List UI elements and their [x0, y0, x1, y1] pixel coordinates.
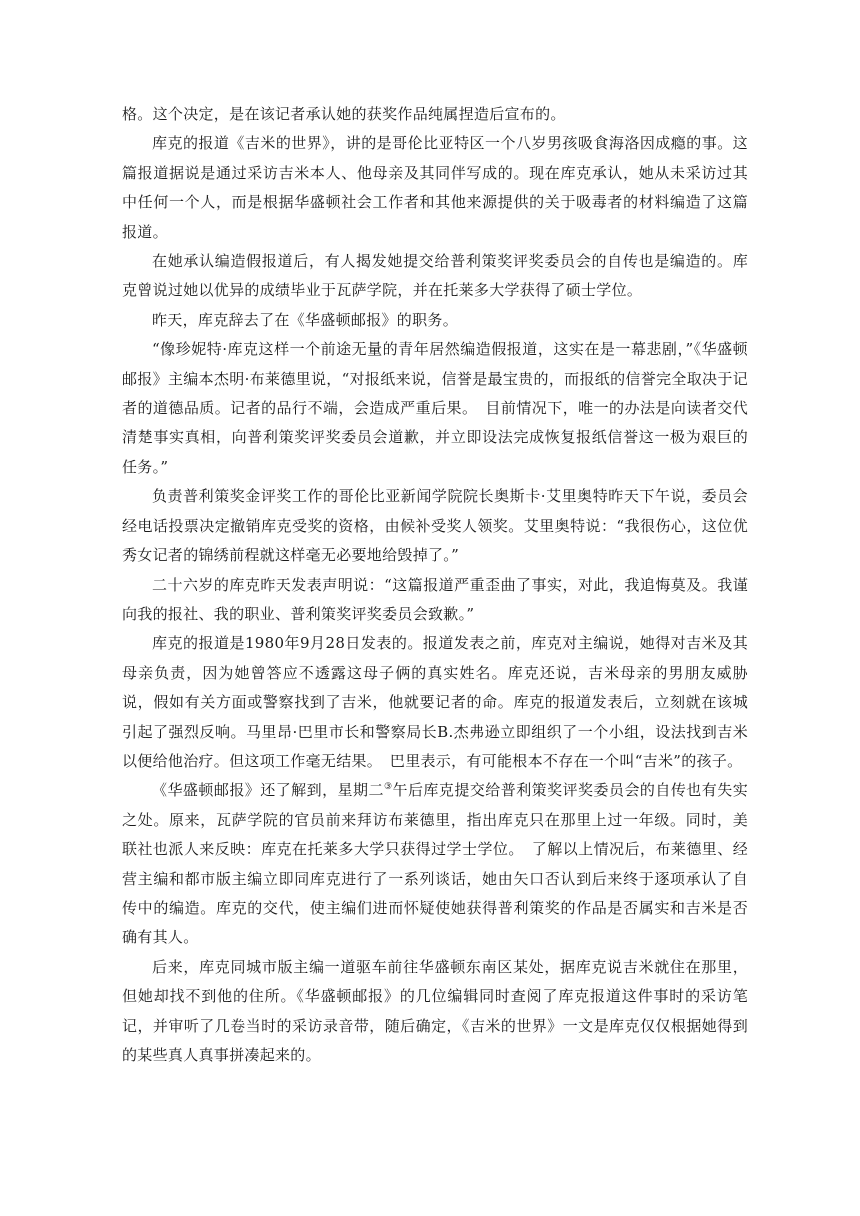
article-body — [122, 100, 748, 1070]
paragraph-continued: 格。这个决定，是在该记者承认她的获奖作品纯属捏造后宣布的。 — [122, 105, 566, 123]
footnote-marker: ③ — [383, 782, 393, 793]
paragraph-jimmys-world: 库克的报道《吉米的世界》，讲的是哥伦比亚特区一个八岁男孩吸食海洛因成瘾的事。这篇报道据说是通过采访吉米本人、他母亲及其同伴写成的。现在库克承认，她从未采访过其中任何一个人，而是根据华盛顿社会工作者和其他来源提供的关于吸毒者的材料编造了这篇报道。 — [122, 134, 748, 241]
paragraph-publication: 库克的报道是1980年9月28日发表的。报道发表之前，库克对主编说，她得对吉米及其母亲负责，因为她曾答应不透露这母子俩的真实姓名。库克还说，吉米母亲的男朋友威胁说，假如有关方面或警察找到了吉米，他就要记者的命。库克的报道发表后，立刻就在该城引起了强烈反响。马里昂·巴里市长和警察局长B.杰弗逊立即组织了一个小组，设法找到吉米以便给他治疗。但这项工作毫无结果。 巴里表示，有可能根本不存在一个叫“吉米”的孩子。 — [122, 634, 748, 770]
paragraph-resignation: 昨天，库克辞去了在《华盛顿邮报》的职务。 — [152, 310, 459, 329]
paragraph-autobiography: 在她承认编造假报道后，有人揭发她提交给普利策奖评奖委员会的自传也是编造的。库克曾说过她以优异的成绩毕业于瓦萨学院，并在托莱多大学获得了硕士学位。 — [122, 252, 748, 300]
paragraph-tuesday — [122, 776, 748, 952]
paragraph-tuesday-before: 《华盛顿邮报》还了解到，星期二 — [152, 781, 384, 800]
paragraph-bradlee-quote: “像珍妮特·库克这样一个前途无量的青年居然编造假报道，这实在是一幕悲剧，”《华盛顿邮报》主编本杰明·布莱德里说，“对报纸来说，信誉是最宝贵的，而报纸的信誉完全取决于记者的道德品质。记者的品行不端，会造成严重后果。 目前情况下，唯一的办法是向读者交代清楚事实真相，向普利策奖评奖委员会道歉，并立即设法完成恢复报纸信誉这一极为艰巨的任务。” — [122, 340, 748, 476]
paragraph-tuesday-after: 午后库克提交给普利策奖评奖委员会的自传也有失实之处。原来，瓦萨学院的官员前来拜访布莱德里，指出库克只在那里上过一年级。同时，美联社也派人来反映：库克在托莱多大学只获得过学士学位。 了解以上情况后，布莱德里、经营主编和都市版主编立即同库克进行了一系列谈话，她由矢口否认到后来终于逐项承认了自传中的编造。库克的交代，使主编们进而怀疑使她获得普利策奖的作品是否属实和吉米是否确有其人。 — [122, 781, 748, 947]
paragraph-cooke-statement: 二十六岁的库克昨天发表声明说：“这篇报道严重歪曲了事实，对此，我追悔莫及。我谨向我的报社、我的职业、普利策奖评奖委员会致歉。” — [122, 575, 748, 623]
paragraph-elliott: 负责普利策奖金评奖工作的哥伦比亚新闻学院院长奥斯卡·艾里奥特昨天下午说，委员会经电话投票决定撤销库克受奖的资格，由候补受奖人领奖。艾里奥特说：“我很伤心，这位优秀女记者的锦绣前程就这样毫无必要地给毁掉了。” — [122, 487, 748, 565]
paragraph-conclusion: 后来，库克同城市版主编一道驱车前往华盛顿东南区某处，据库克说吉米就住在那里，但她却找不到他的住所。《华盛顿邮报》的几位编辑同时查阅了库克报道这件事时的采访笔记，并审听了几卷当时的采访录音带，随后确定，《吉米的世界》一文是库克仅仅根据她得到的某些真人真事拼凑起来的。 — [122, 957, 748, 1064]
